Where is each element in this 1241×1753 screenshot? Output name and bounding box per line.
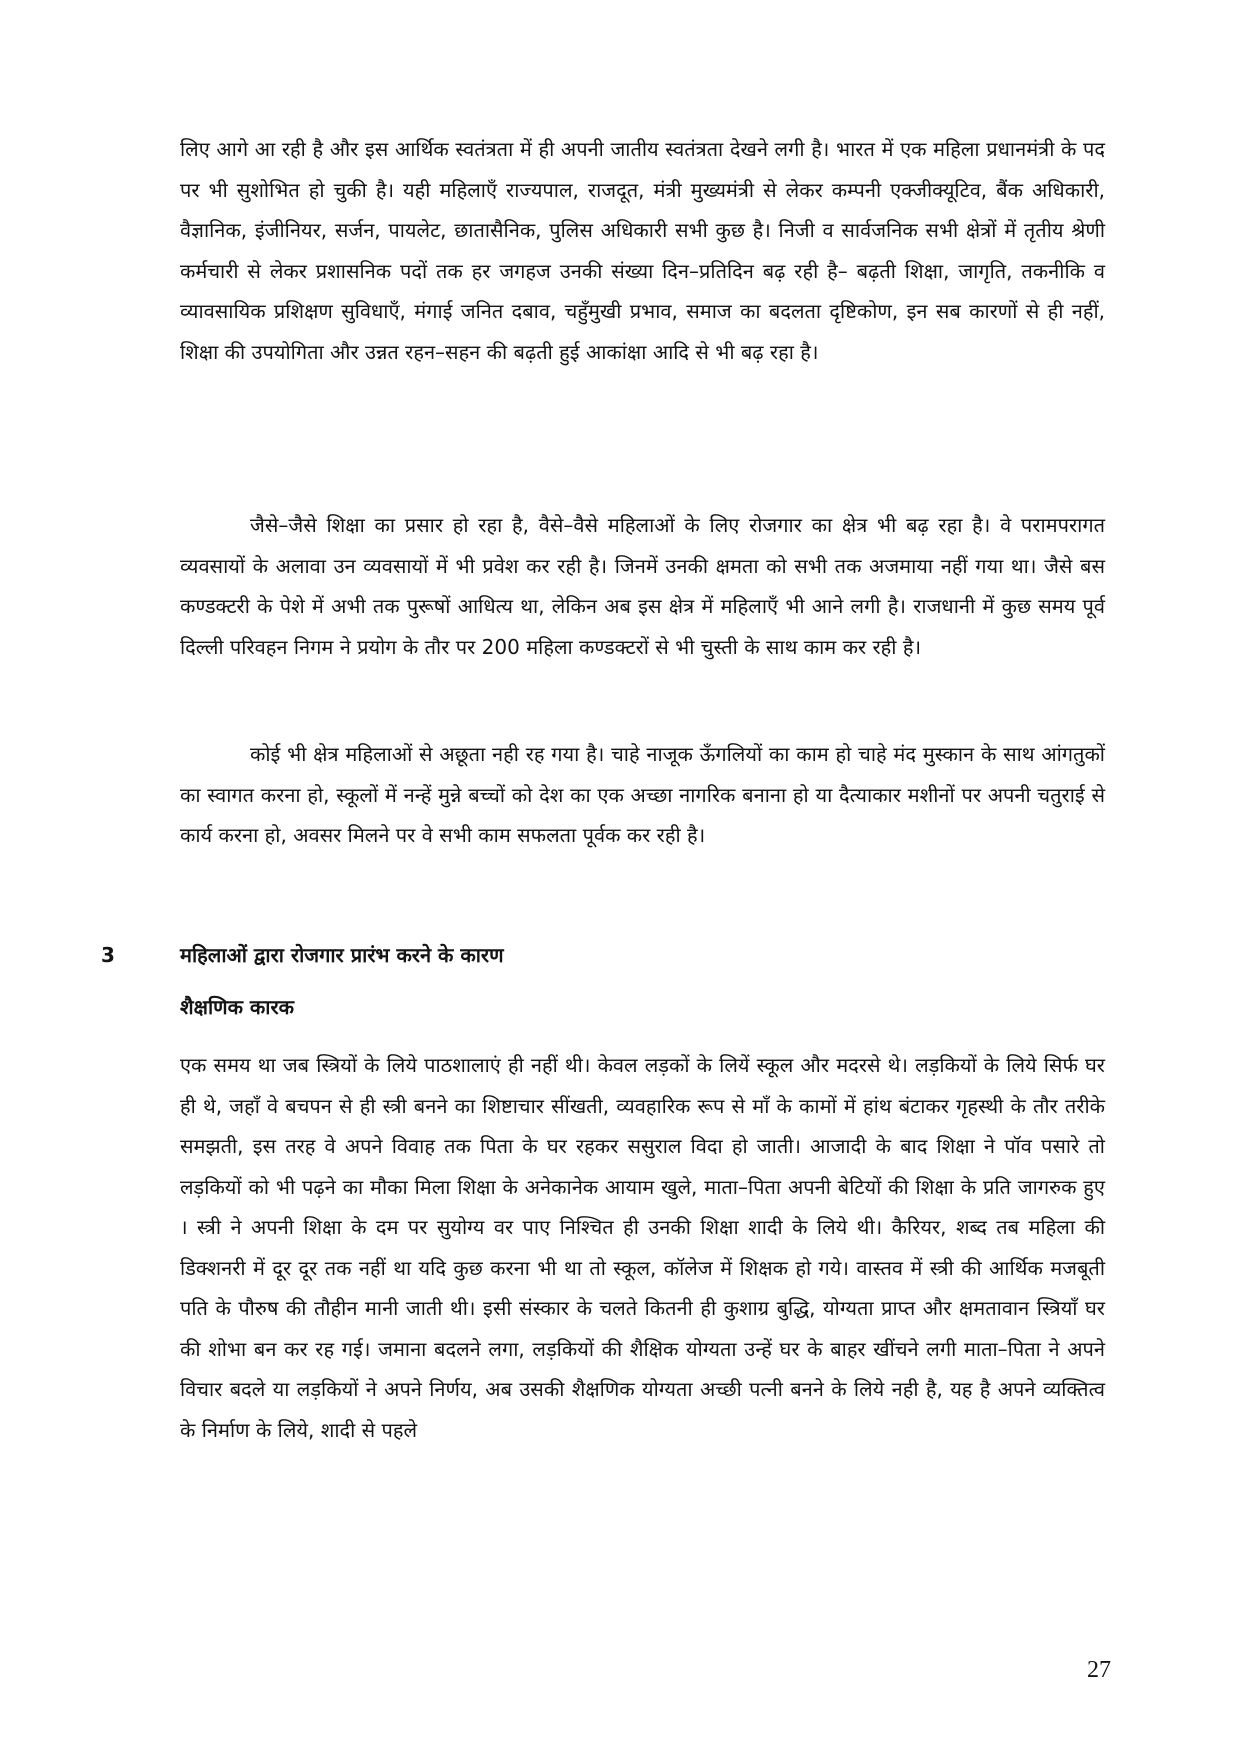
section-title: महिलाओं द्वारा रोजगार प्रारंभ करने के कारण [180, 943, 504, 967]
paragraph: एक समय था जब स्त्रियों के लिये पाठशालाएं ही नहीं थी। केवल लड़कों के लियें स्कूल और मदरसे थे। लड़कियों के लिये सिर्फ घर ही थे, जहाँ वे बचपन से ही स्त्री बनने का शिष्टाचार सींखती, व्यवहारिक रूप से माँ के कामों में हांथ बंटाकर गृहस्थी के तौर तरीके समझती, इस तरह वे अपने विवाह तक पिता के घर रहकर ससुराल विदा हो जाती। आजादी के बाद शिक्षा ने पॉव पसारे तो लड़कियों को भी पढ़ने का मौका मिला शिक्षा के अनेकानेक आयाम खुले, माता–पिता अपनी बेटियों की शिक्षा के प्रति जागरुक हुए । स्त्री ने अपनी शिक्षा के दम पर सुयोग्य वर पाए निश्चित ही उनकी शिक्षा शादी के लिये थी। कैरियर, शब्द तब महिला की डिक्शनरी में दूर दूर तक नहीं था यदि कुछ करना भी था तो स्कूल, कॉलेज में शिक्षक हो गये। वास्तव में स्त्री की आर्थिक मजबूती पति के पौरुष की तौहीन मानी जाती थी। इसी संस्कार के चलते कितनी ही कुशाग्र बुद्धि, योग्यता प्राप्त और क्षमतावान स्त्रियाँ घर की शोभा बन कर रह गई। जमाना बदलने लगा, लड़कियों की शैक्षिक योग्यता उन्हें घर के बाहर खींचने लगी माता–पिता ने अपने विचार बदले या लड़कियों ने अपने निर्णय, अब उसकी शैक्षणिक योग्यता अच्छी पत्नी बनने के लिये नही है, यह है अपने व्यक्तित्व के निर्माण के लिये, शादी से पहले [180, 1053, 1105, 1442]
paragraph: जैसे–जैसे शिक्षा का प्रसार हो रहा है, वैसे–वैसे महिलाओं के लिए रोजगार का क्षेत्र भी बढ़ रहा है। वे परामपरागत व्यवसायों के अलावा उन व्यवसायों में भी प्रवेश कर रही है। जिनमें उनकी क्षमता को सभी तक अजमाया नहीं गया था। जैसे बस कण्डक्टरी के पेशे में अभी तक पुरूषों आधित्य था, लेकिन अब इस क्षेत्र में महिलाएँ भी आने लगी है। राजधानी में कुछ समय पूर्व दिल्ली परिवहन निगम ने प्रयोग के तौर पर 200 महिला कण्डक्टरों से भी चुस्ती के साथ काम कर रही है। [180, 513, 1105, 659]
paragraph: लिए आगे आ रही है और इस आर्थिक स्वतंत्रता में ही अपनी जातीय स्वतंत्रता देखने लगी है। भारत में एक महिला प्रधानमंत्री के पद पर भी सुशोभित हो चुकी है। यही महिलाएँ राज्यपाल, राजदूत, मंत्री मुख्यमंत्री से लेकर कम्पनी एक्जीक्यूटिव, बैंक अधिकारी, वैज्ञानिक, इंजीनियर, सर्जन, पायलेट, छातासैनिक, पुलिस अधिकारी सभी कुछ है। निजी व सार्वजनिक सभी क्षेत्रों में तृतीय श्रेणी कर्मचारी से लेकर प्रशासनिक पदों तक हर जगहज उनकी संख्या दिन–प्रतिदिन बढ़ रही है– बढ़ती शिक्षा, जागृति, तकनीकि व व्यावसायिक प्रशिक्षण सुविधाएँ, मंगाई जनित दबाव, चहुँमुखी प्रभाव, समाज का बदलता दृष्टिकोण, इन सब कारणों से ही नहीं, शिक्षा की उपयोगिता और उन्नत रहन–सहन की बढ़ती हुई आकांक्षा आदि से भी बढ़ रहा है। [180, 137, 1105, 364]
paragraph: कोई भी क्षेत्र महिलाओं से अछूता नही रह गया है। चाहे नाजूक ऊँगलियों का काम हो चाहे मंद मुस्कान के साथ आंगतुकों का स्वागत करना हो, स्कूलों में नन्हें मुन्ने बच्चों को देश का एक अच्छा नागरिक बनाना हो या दैत्याकार मशीनों पर अपनी चतुराई से कार्य करना हो, अवसर मिलने पर वे सभी काम सफलता पूर्वक कर रही है। [180, 742, 1105, 847]
page-number: 27 [1087, 1657, 1111, 1683]
section-number: 3 [101, 943, 115, 967]
subsection-heading: शैक्षणिक कारक [180, 995, 294, 1019]
